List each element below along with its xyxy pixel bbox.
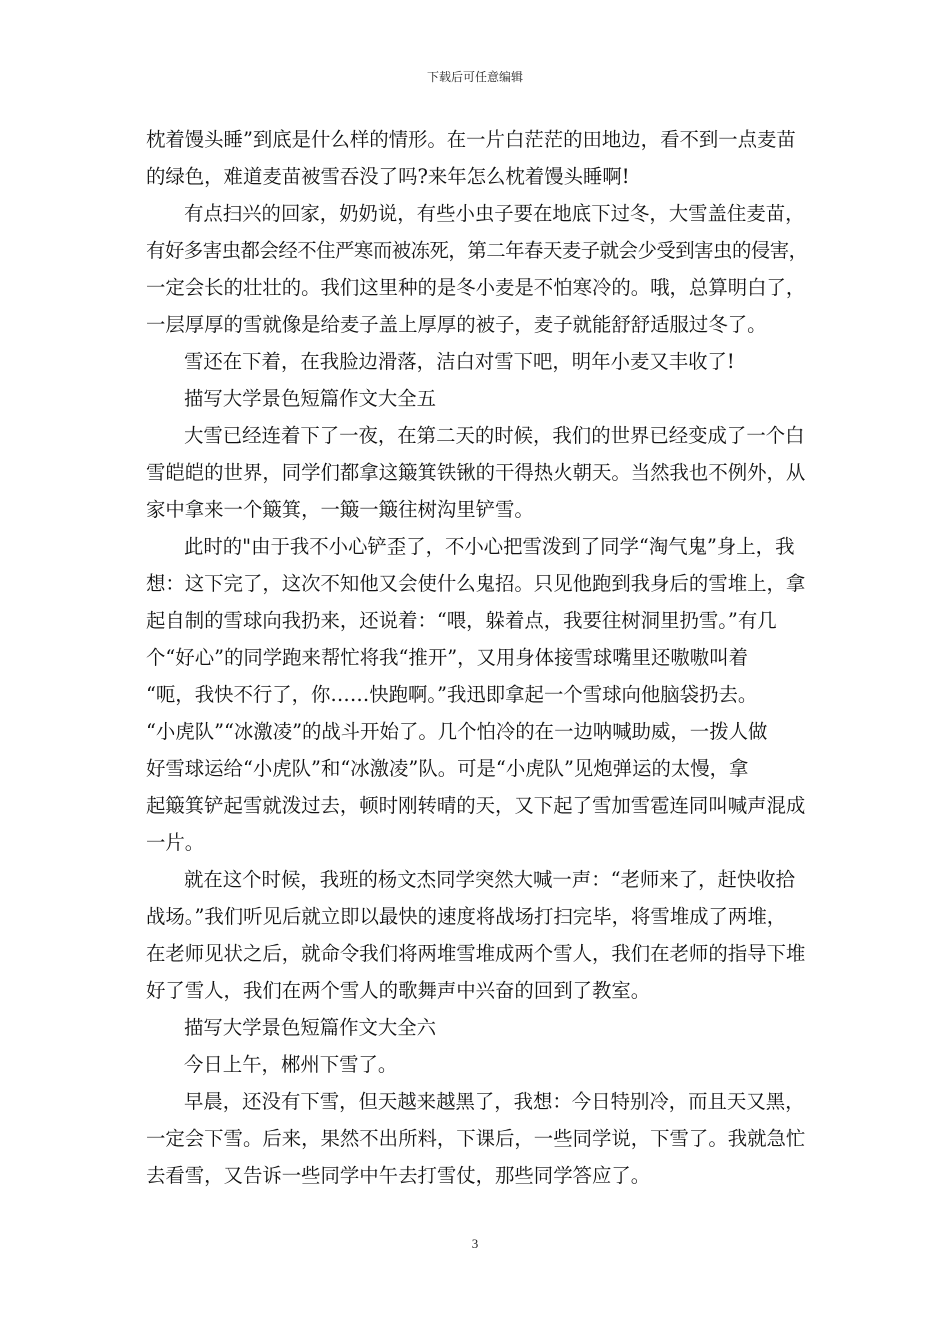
- page-number: 3: [471, 1236, 479, 1251]
- paragraph: [146, 343, 806, 380]
- text-line: 大雪已经连着下了一夜，在第二天的时候，我们的世界已经变成了一个白: [184, 424, 805, 447]
- text-line: 描写大学景色短篇作文大全五: [184, 387, 437, 410]
- text-line: 一片。: [146, 831, 205, 854]
- text-line: 就在这个时候，我班的杨文杰同学突然大喊一声：“老师来了，赶快收拾: [184, 868, 796, 891]
- text-line: 好了雪人，我们在两个雪人的歌舞声中兴奋的回到了教室。: [146, 979, 651, 1002]
- text-line: 个“好心”的同学跑来帮忙将我“推开”，又用身体接雪球嘴里还嗷嗷叫着: [146, 646, 748, 669]
- text-line: 雪皑皑的世界，同学们都拿这簸箕铁锹的干得热火朝天。当然我也不例外，从: [146, 461, 806, 484]
- paragraph: [146, 1083, 806, 1194]
- text-line: 枕着馒头睡”到底是什么样的情形。在一片白茫茫的田地边，看不到一点麦苗: [146, 128, 796, 151]
- paragraph: [146, 380, 806, 417]
- text-line: 一定会下雪。后来，果然不出所料，下课后，一些同学说，下雪了。我就急忙: [146, 1127, 806, 1150]
- page-header: 下载后可任意编辑: [426, 70, 523, 84]
- text-line: 家中拿来一个簸箕，一簸一簸往树沟里铲雪。: [146, 498, 534, 521]
- text-line: 此时的"由于我不小心铲歪了，不小心把雪泼到了同学“淘气鬼”身上，我: [184, 535, 795, 558]
- text-line: 起簸箕铲起雪就泼过去，顿时刚转晴的天，又下起了雪加雪雹连同叫喊声混成: [146, 794, 806, 817]
- text-line: 在老师见状之后，就命令我们将两堆雪堆成两个雪人，我们在老师的指导下堆: [146, 942, 806, 965]
- text-line: “呃，我快不行了，你……快跑啊。”我迅即拿起一个雪球向他脑袋扔去。: [146, 683, 758, 706]
- paragraph: [146, 417, 806, 528]
- text-line: 今日上午，郴州下雪了。: [184, 1053, 398, 1076]
- text-line: “小虎队”“冰激凌”的战斗开始了。几个怕冷的在一边呐喊助威，一拨人做: [146, 720, 768, 743]
- paragraph: [146, 1009, 806, 1046]
- text-line: 雪还在下着，在我脸边滑落，洁白对雪下吧，明年小麦又丰收了!: [184, 350, 735, 373]
- paragraph: [146, 1046, 806, 1083]
- text-line: 战场。”我们听见后就立即以最快的速度将战场打扫完毕，将雪堆成了两堆，: [146, 905, 787, 928]
- text-line: 的绿色，难道麦苗被雪吞没了吗?来年怎么枕着馒头睡啊!: [146, 165, 630, 188]
- text-line: 去看雪，又告诉一些同学中午去打雪仗，那些同学答应了。: [146, 1164, 651, 1187]
- text-line: 有点扫兴的回家，奶奶说，有些小虫子要在地底下过冬，大雪盖住麦苗，: [184, 202, 805, 225]
- text-line: 一层厚厚的雪就像是给麦子盖上厚厚的被子，麦子就能舒舒适服过冬了。: [146, 313, 767, 336]
- text-line: 一定会长的壮壮的。我们这里种的是冬小麦是不怕寒冷的。哦，总算明白了，: [146, 276, 806, 299]
- text-line: 描写大学景色短篇作文大全六: [184, 1016, 437, 1039]
- text-line: 起自制的雪球向我扔来，还说着：“喂，躲着点，我要往树洞里扔雪。”有几: [146, 609, 777, 632]
- paragraph: [146, 121, 806, 195]
- text-line: 好雪球运给“小虎队”和“冰激凌”队。可是“小虎队”见炮弹运的太慢，拿: [146, 757, 749, 780]
- paragraph: [146, 528, 806, 861]
- text-line: 有好多害虫都会经不住严寒而被冻死，第二年春天麦子就会少受到害虫的侵害，: [146, 239, 808, 262]
- paragraph: [146, 861, 806, 1009]
- text-line: 想：这下完了，这次不知他又会使什么鬼招。只见他跑到我身后的雪堆上，拿: [146, 572, 806, 595]
- paragraph: [146, 195, 806, 343]
- text-line: 早晨，还没有下雪，但天越来越黑了，我想：今日特别冷，而且天又黑，: [184, 1090, 805, 1113]
- document-body: [146, 121, 806, 1194]
